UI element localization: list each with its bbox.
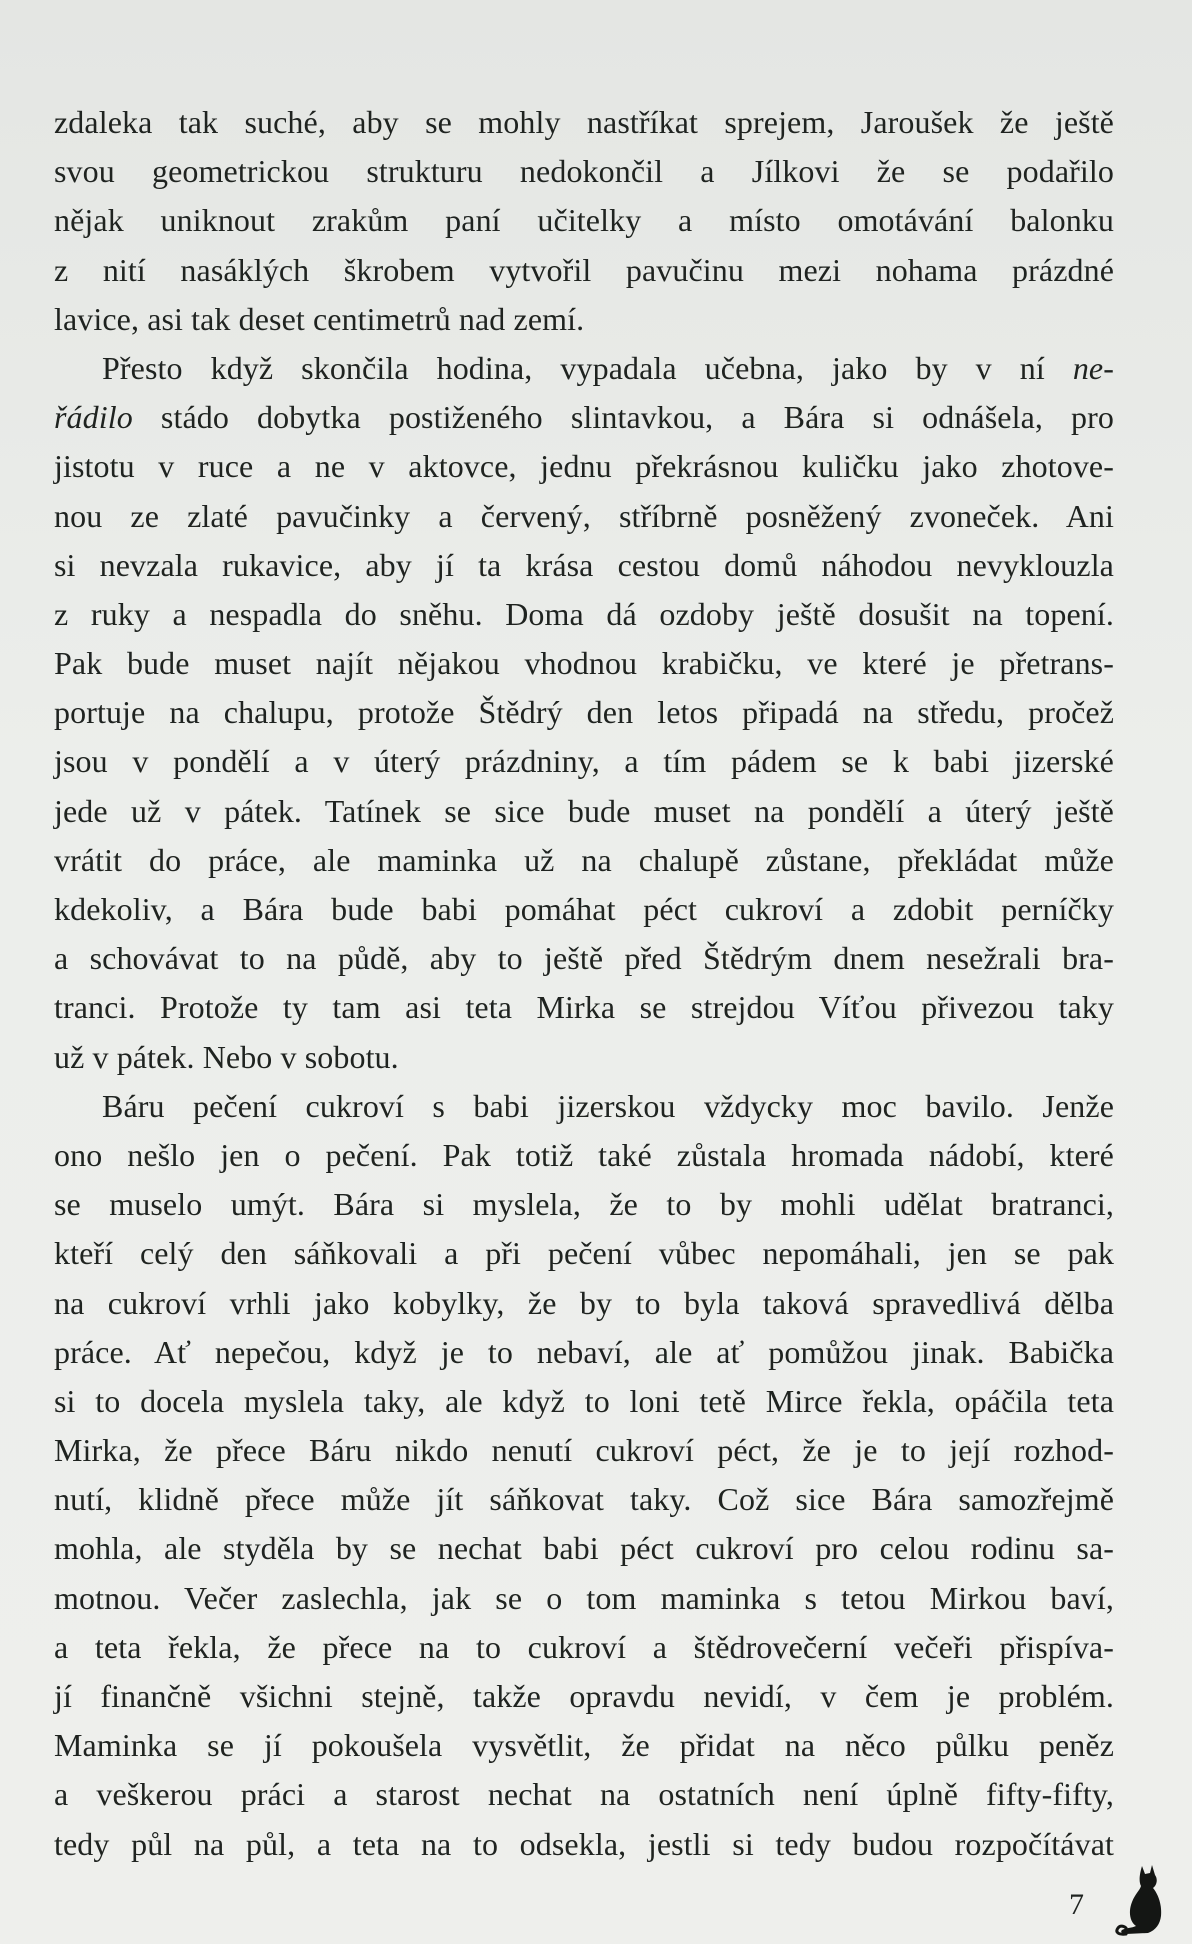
text-line: si to docela myslela taky, ale když to loni tetě Mirce řekla, opáčila teta bbox=[54, 1382, 1114, 1419]
text-line: motnou. Večer zaslechla, jak se o tom maminka s tetou Mirkou baví, bbox=[54, 1579, 1114, 1616]
text-line: ono nešlo jen o pečení. Pak totiž také zůstala hromada nádobí, které bbox=[54, 1136, 1114, 1173]
text-line: z nití nasáklých škrobem vytvořil pavučinu mezi nohama prázdné bbox=[54, 251, 1114, 288]
text-line: Pak bude muset najít nějakou vhodnou krabičku, ve které je přetrans- bbox=[54, 645, 1114, 682]
text-line: kteří celý den sáňkovali a při pečení vůbec nepomáhali, jen se pak bbox=[54, 1235, 1114, 1272]
body-text bbox=[54, 98, 1114, 1869]
text-line: svou geometrickou strukturu nedokončil a Jílkovi že se podařilo bbox=[54, 153, 1114, 190]
italic-word: ne- bbox=[1072, 349, 1114, 386]
cat-silhouette-icon bbox=[1112, 1862, 1170, 1938]
text-line: jede už v pátek. Tatínek se sice bude muset na pondělí a úterý ještě bbox=[54, 792, 1114, 829]
text-line: Maminka se jí pokoušela vysvětlit, že přidat na něco půlku peněz bbox=[54, 1727, 1114, 1764]
text-line: Přesto když skončila hodina, vypadala učebna, jako by v ní ne- bbox=[102, 349, 1114, 386]
text-line: portuje na chalupu, protože Štědrý den letos připadá na středu, pročež bbox=[54, 694, 1114, 731]
text-line: vrátit do práce, ale maminka už na chalupě zůstane, překládat může bbox=[54, 841, 1114, 878]
text-line: jí finančně všichni stejně, takže opravdu nevidí, v čem je problém. bbox=[54, 1678, 1114, 1714]
text-line: mohla, ale styděla by se nechat babi péct cukroví pro celou rodinu sa- bbox=[54, 1530, 1114, 1567]
italic-word: řádilo bbox=[54, 399, 133, 436]
text-line: jsou v pondělí a v úterý prázdniny, a tím pádem se k babi jizerské bbox=[54, 743, 1114, 780]
text-line: nou ze zlaté pavučinky a červený, stříbrně posněžený zvoneček. Ani bbox=[54, 497, 1114, 534]
text-line: tedy půl na půl, a teta na to odsekla, jestli si tedy budou rozpočítávat bbox=[54, 1825, 1114, 1862]
text-line: na cukroví vrhli jako kobylky, že by to byla taková spravedlivá dělba bbox=[54, 1284, 1114, 1321]
page-number: 7 bbox=[1069, 1888, 1084, 1921]
text-line: nutí, klidně přece může jít sáňkovat taky. Což sice Bára samozřejmě bbox=[54, 1481, 1114, 1518]
text-line: Báru pečení cukroví s babi jizerskou vždycky moc bavilo. Jenže bbox=[102, 1087, 1114, 1124]
text-line: Mirka, že přece Báru nikdo nenutí cukroví péct, že je to její rozhod- bbox=[54, 1432, 1114, 1469]
text-line: z ruky a nespadla do sněhu. Doma dá ozdoby ještě dosušit na topení. bbox=[54, 595, 1114, 632]
text-line: řádilo stádo dobytka postiženého slintavkou, a Bára si odnášela, pro bbox=[54, 399, 1114, 436]
text-line: lavice, asi tak deset centimetrů nad zemí. bbox=[54, 300, 585, 337]
text-line: zdaleka tak suché, aby se mohly nastříkat sprejem, Jaroušek že ještě bbox=[54, 104, 1114, 140]
text-line: a teta řekla, že přece na to cukroví a štědrovečerní večeři přispíva- bbox=[54, 1628, 1114, 1665]
text-line: a veškerou práci a starost nechat na ostatních není úplně fifty-fifty, bbox=[54, 1776, 1114, 1813]
text-line: práce. Ať nepečou, když je to nebaví, ale ať pomůžou jinak. Babička bbox=[54, 1333, 1114, 1370]
text-line: a schovávat to na půdě, aby to ještě před Štědrým dnem nesežrali bra- bbox=[54, 940, 1114, 977]
text-line: nějak uniknout zrakům paní učitelky a místo omotávání balonku bbox=[54, 202, 1114, 239]
text-line: se muselo umýt. Bára si myslela, že to by mohli udělat bratranci, bbox=[54, 1186, 1114, 1223]
text-line: už v pátek. Nebo v sobotu. bbox=[54, 1038, 399, 1075]
text-line: tranci. Protože ty tam asi teta Mirka se strejdou Víťou přivezou taky bbox=[54, 989, 1114, 1026]
text-line: jistotu v ruce a ne v aktovce, jednu překrásnou kuličku jako zhotove- bbox=[54, 448, 1114, 485]
text-line: kdekoliv, a Bára bude babi pomáhat péct cukroví a zdobit perníčky bbox=[54, 891, 1114, 927]
text-line: si nevzala rukavice, aby jí ta krása cestou domů náhodou nevyklouzla bbox=[54, 546, 1114, 583]
